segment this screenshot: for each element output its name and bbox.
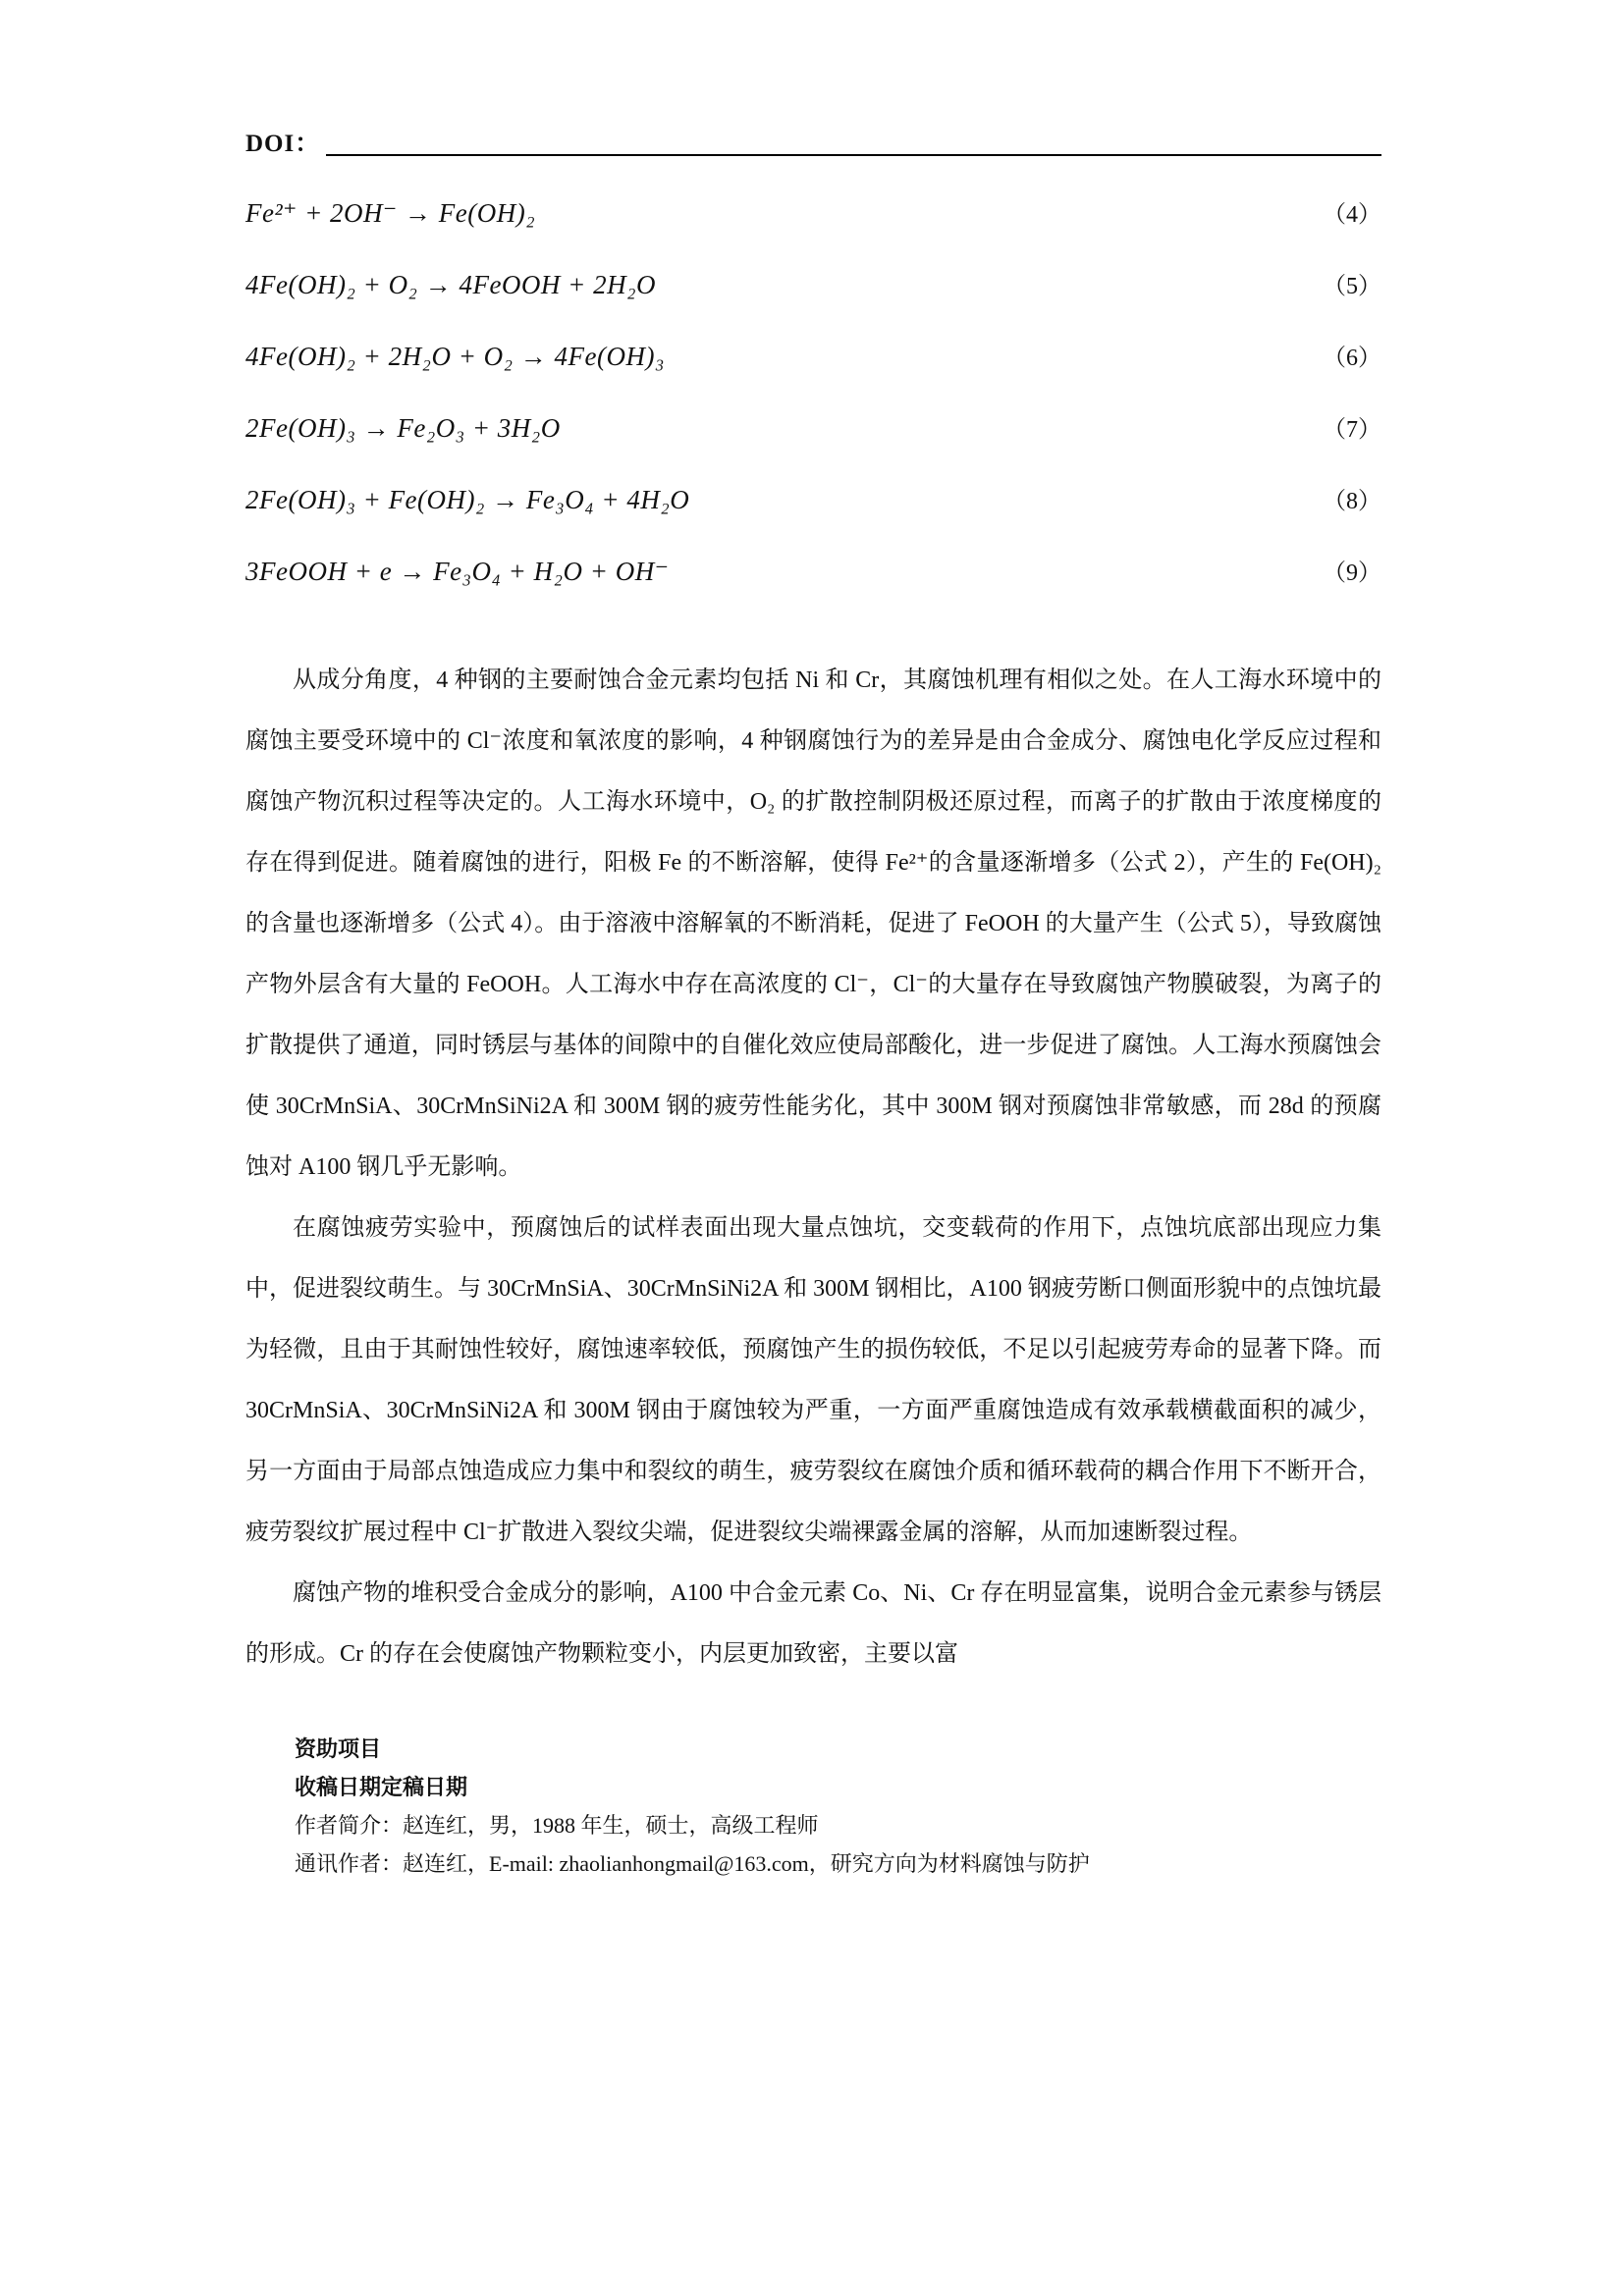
footer-line-funding: 资助项目 xyxy=(295,1736,382,1761)
body-text xyxy=(245,650,1381,1684)
doi-underline-rule xyxy=(326,154,1381,156)
equation-formula: 2Fe(OH)₃ + Fe(OH)₂ → Fe₃O₄ + 4H₂O xyxy=(245,485,690,514)
footer-line-author-bio: 作者简介：赵连红，男，1988 年生，硕士，高级工程师 xyxy=(295,1813,819,1838)
footer-line-corresponding-author: 通讯作者：赵连红，E-mail: zhaolianhongmail@163.com，研究方向为材料腐蚀与防护 xyxy=(295,1851,1090,1876)
footer-line-dates: 收稿日期定稿日期 xyxy=(295,1775,468,1799)
doi-label: DOI： xyxy=(245,131,321,157)
equation-number: （7） xyxy=(1323,417,1381,443)
doi-row xyxy=(245,126,1381,159)
footer-notes xyxy=(245,1730,1381,1883)
equation-block xyxy=(245,194,1381,624)
equation-row xyxy=(245,194,1381,266)
body-paragraph: 从成分角度，4 种钢的主要耐蚀合金元素均包括 Ni 和 Cr，其腐蚀机理有相似之处。在人工海水环境中的腐蚀主要受环境中的 Cl⁻浓度和氧浓度的影响，4 种钢腐蚀行为的差异是由合金成分、腐蚀电化学反应过程和腐蚀产物沉积过程等决定的。人工海水环境中，O₂ 的扩散控制阴极还原过程，而离子的扩散由于浓度梯度的存在得到促进。随着腐蚀的进行，阳极 Fe 的不断溶解，使得 Fe²⁺的含量逐渐增多（公式 2），产生的 Fe(OH)₂ 的含量也逐渐增多（公式 4）。由于溶液中溶解氧的不断消耗，促进了 FeOOH 的大量产生（公式 5），导致腐蚀产物外层含有大量的 FeOOH。人工海水中存在高浓度的 Cl⁻，Cl⁻的大量存在导致腐蚀产物膜破裂，为离子的扩散提供了通道，同时锈层与基体的间隙中的自催化效应使局部酸化，进一步促进了腐蚀。人工海水预腐蚀会使 30CrMnSiA、30CrMnSiNi2A 和 300M 钢的疲劳性能劣化，其中 300M 钢对预腐蚀非常敏感，而 28d 的预腐蚀对 A100 钢几乎无影响。 xyxy=(245,667,1381,1180)
body-paragraph: 腐蚀产物的堆积受合金成分的影响，A100 中合金元素 Co、Ni、Cr 存在明显富集，说明合金元素参与锈层的形成。Cr 的存在会使腐蚀产物颗粒变小，内层更加致密，主要以富 xyxy=(245,1580,1381,1667)
equation-number: （8） xyxy=(1323,489,1381,514)
equation-number: （4） xyxy=(1323,202,1381,228)
equation-formula: 3FeOOH + e → Fe₃O₄ + H₂O + OH⁻ xyxy=(245,557,670,586)
page-content xyxy=(245,126,1381,1883)
equation-formula: 4Fe(OH)₂ + O₂ → 4FeOOH + 2H₂O xyxy=(245,270,657,299)
equation-row xyxy=(245,338,1381,409)
equation-number: （5） xyxy=(1323,274,1381,299)
equation-row xyxy=(245,481,1381,553)
equation-formula: Fe²⁺ + 2OH⁻ → Fe(OH)₂ xyxy=(245,198,536,228)
equation-number: （9） xyxy=(1323,561,1381,586)
body-paragraph: 在腐蚀疲劳实验中，预腐蚀后的试样表面出现大量点蚀坑，交变载荷的作用下，点蚀坑底部出现应力集中，促进裂纹萌生。与 30CrMnSiA、30CrMnSiNi2A 和 300M 钢相比，A100 钢疲劳断口侧面形貌中的点蚀坑最为轻微，且由于其耐蚀性较好，腐蚀速率较低，预腐蚀产生的损伤较低，不足以引起疲劳寿命的显著下降。而 30CrMnSiA、30CrMnSiNi2A 和 300M 钢由于腐蚀较为严重，一方面严重腐蚀造成有效承载横截面积的减少，另一方面由于局部点蚀造成应力集中和裂纹的萌生，疲劳裂纹在腐蚀介质和循环载荷的耦合作用下不断开合，疲劳裂纹扩展过程中 Cl⁻扩散进入裂纹尖端，促进裂纹尖端裸露金属的溶解，从而加速断裂过程。 xyxy=(245,1215,1381,1545)
equation-formula: 2Fe(OH)₃ → Fe₂O₃ + 3H₂O xyxy=(245,413,561,443)
equation-row xyxy=(245,409,1381,481)
equation-formula: 4Fe(OH)₂ + 2H₂O + O₂ → 4Fe(OH)₃ xyxy=(245,342,665,371)
equation-number: （6） xyxy=(1323,346,1381,371)
equation-row xyxy=(245,553,1381,624)
equation-row xyxy=(245,266,1381,338)
